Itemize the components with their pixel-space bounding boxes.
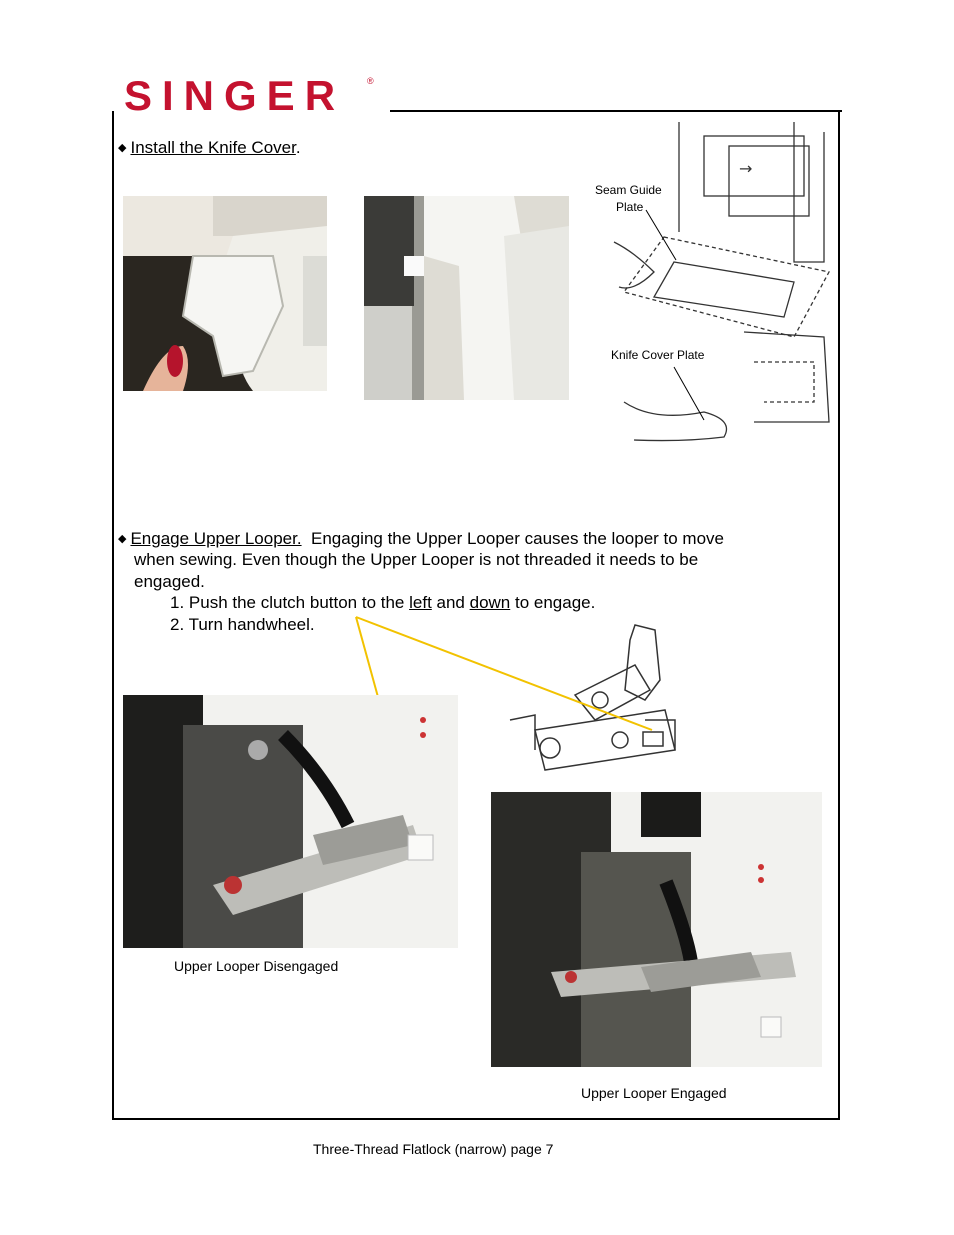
diamond-bullet-icon: ◆ <box>118 142 127 154</box>
logo-text: SINGER <box>124 72 346 119</box>
step-2: 2. Turn handwheel. <box>170 615 315 634</box>
engaged-mechanism <box>491 792 822 1067</box>
knife-cover-title: Install the Knife Cover <box>130 138 296 157</box>
upper-looper-disengaged-photo <box>123 695 458 948</box>
knife-cover-plate-label: Knife Cover Plate <box>611 348 705 362</box>
seam-guide-label: Seam Guide <box>595 183 662 197</box>
diamond-bullet-icon: ◆ <box>118 533 127 545</box>
disengaged-caption: Upper Looper Disengaged <box>174 958 339 974</box>
engage-looper-line-2: when sewing. Even though the Upper Looper is not threaded it needs to be <box>134 550 699 569</box>
engaged-caption: Upper Looper Engaged <box>581 1085 727 1101</box>
plate-label: Plate <box>616 200 644 214</box>
step-1: 1. Push the clutch button to the left and down to engage. <box>170 593 596 612</box>
diagram-arrow-icon: → <box>739 159 753 178</box>
disengaged-mechanism <box>123 695 458 948</box>
engage-looper-title: Engage Upper Looper. <box>130 529 302 548</box>
knife-cover-heading: ◆ Install the Knife Cover. <box>118 138 301 157</box>
registered-mark: ® <box>367 76 374 86</box>
upper-looper-engaged-photo <box>491 792 822 1067</box>
engage-looper-line-1: ◆ Engage Upper Looper. Engaging the Upper Looper causes the looper to move <box>118 529 725 548</box>
engage-looper-line-3: engaged. <box>134 572 205 591</box>
footer-text: Three-Thread Flatlock (narrow) page 7 <box>313 1141 554 1157</box>
